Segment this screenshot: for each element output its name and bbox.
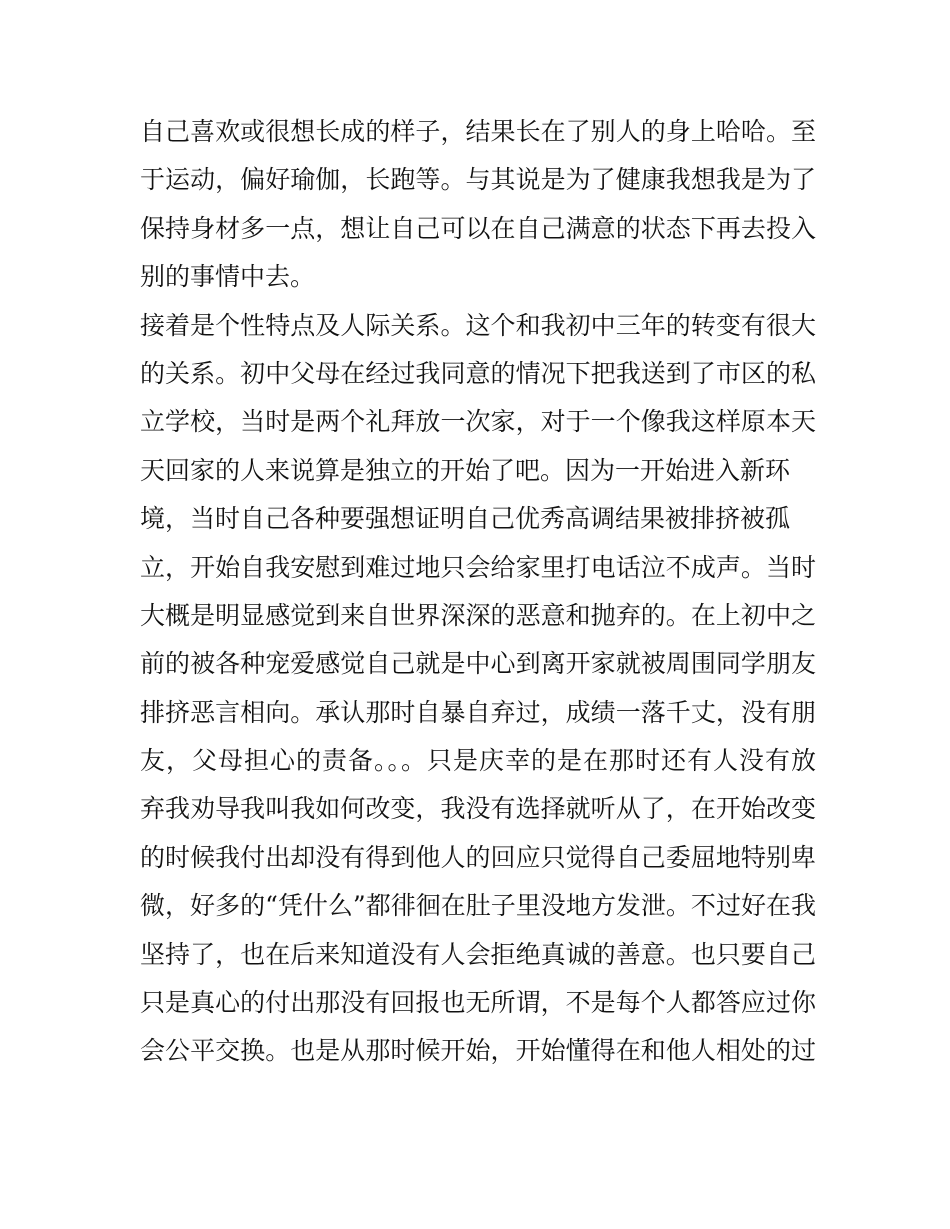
text-line: 自己喜欢或很想长成的样子，结果长在了别人的身上哈哈。至 bbox=[140, 117, 816, 146]
text-line: 保持身材多一点，想让自己可以在自己满意的状态下再去投入 bbox=[140, 213, 816, 243]
text-line: 坚持了，也在后来知道没有人会拒绝真诚的善意。也只要自己 bbox=[140, 939, 816, 969]
text-line: 别的事情中去。 bbox=[140, 262, 316, 292]
text-line: 会公平交换。也是从那时候开始，开始懂得在和他人相处的过 bbox=[140, 1036, 816, 1066]
text-line: 立学校，当时是两个礼拜放一次家，对于一个像我这样原本天 bbox=[140, 407, 816, 437]
text-line: 境，当时自己各种要强想证明自己优秀高调结果被排挤被孤 bbox=[140, 504, 791, 534]
text-line: 只是真心的付出那没有回报也无所谓，不是每个人都答应过你 bbox=[140, 988, 816, 1018]
text-line: 的时候我付出却没有得到他人的回应只觉得自己委屈地特别卑 bbox=[140, 842, 816, 872]
body-text bbox=[140, 108, 816, 1076]
text-line: 的关系。初中父母在经过我同意的情况下把我送到了市区的私 bbox=[140, 358, 816, 388]
text-line: 微，好多的“凭什么”都徘徊在肚子里没地方发泄。不过好在我 bbox=[140, 891, 816, 921]
text-line: 接着是个性特点及人际关系。这个和我初中三年的转变有很大 bbox=[140, 310, 816, 340]
text-line: 于运动，偏好瑜伽，长跑等。与其说是为了健康我想我是为了 bbox=[140, 165, 816, 195]
text-line: 弃我劝导我叫我如何改变，我没有选择就听从了，在开始改变 bbox=[140, 794, 816, 824]
text-line: 前的被各种宠爱感觉自己就是中心到离开家就被周围同学朋友 bbox=[140, 649, 816, 679]
text-line: 立，开始自我安慰到难过地只会给家里打电话泣不成声。当时 bbox=[140, 552, 816, 582]
text-line: 天回家的人来说算是独立的开始了吧。因为一开始进入新环 bbox=[140, 455, 791, 485]
text-line: 友，父母担心的责备。。。只是庆幸的是在那时还有人没有放 bbox=[140, 746, 816, 776]
text-line: 排挤恶言相向。承认那时自暴自弃过，成绩一落千丈，没有朋 bbox=[140, 697, 816, 727]
text-line: 大概是明显感觉到来自世界深深的恶意和抛弃的。在上初中之 bbox=[140, 600, 816, 630]
